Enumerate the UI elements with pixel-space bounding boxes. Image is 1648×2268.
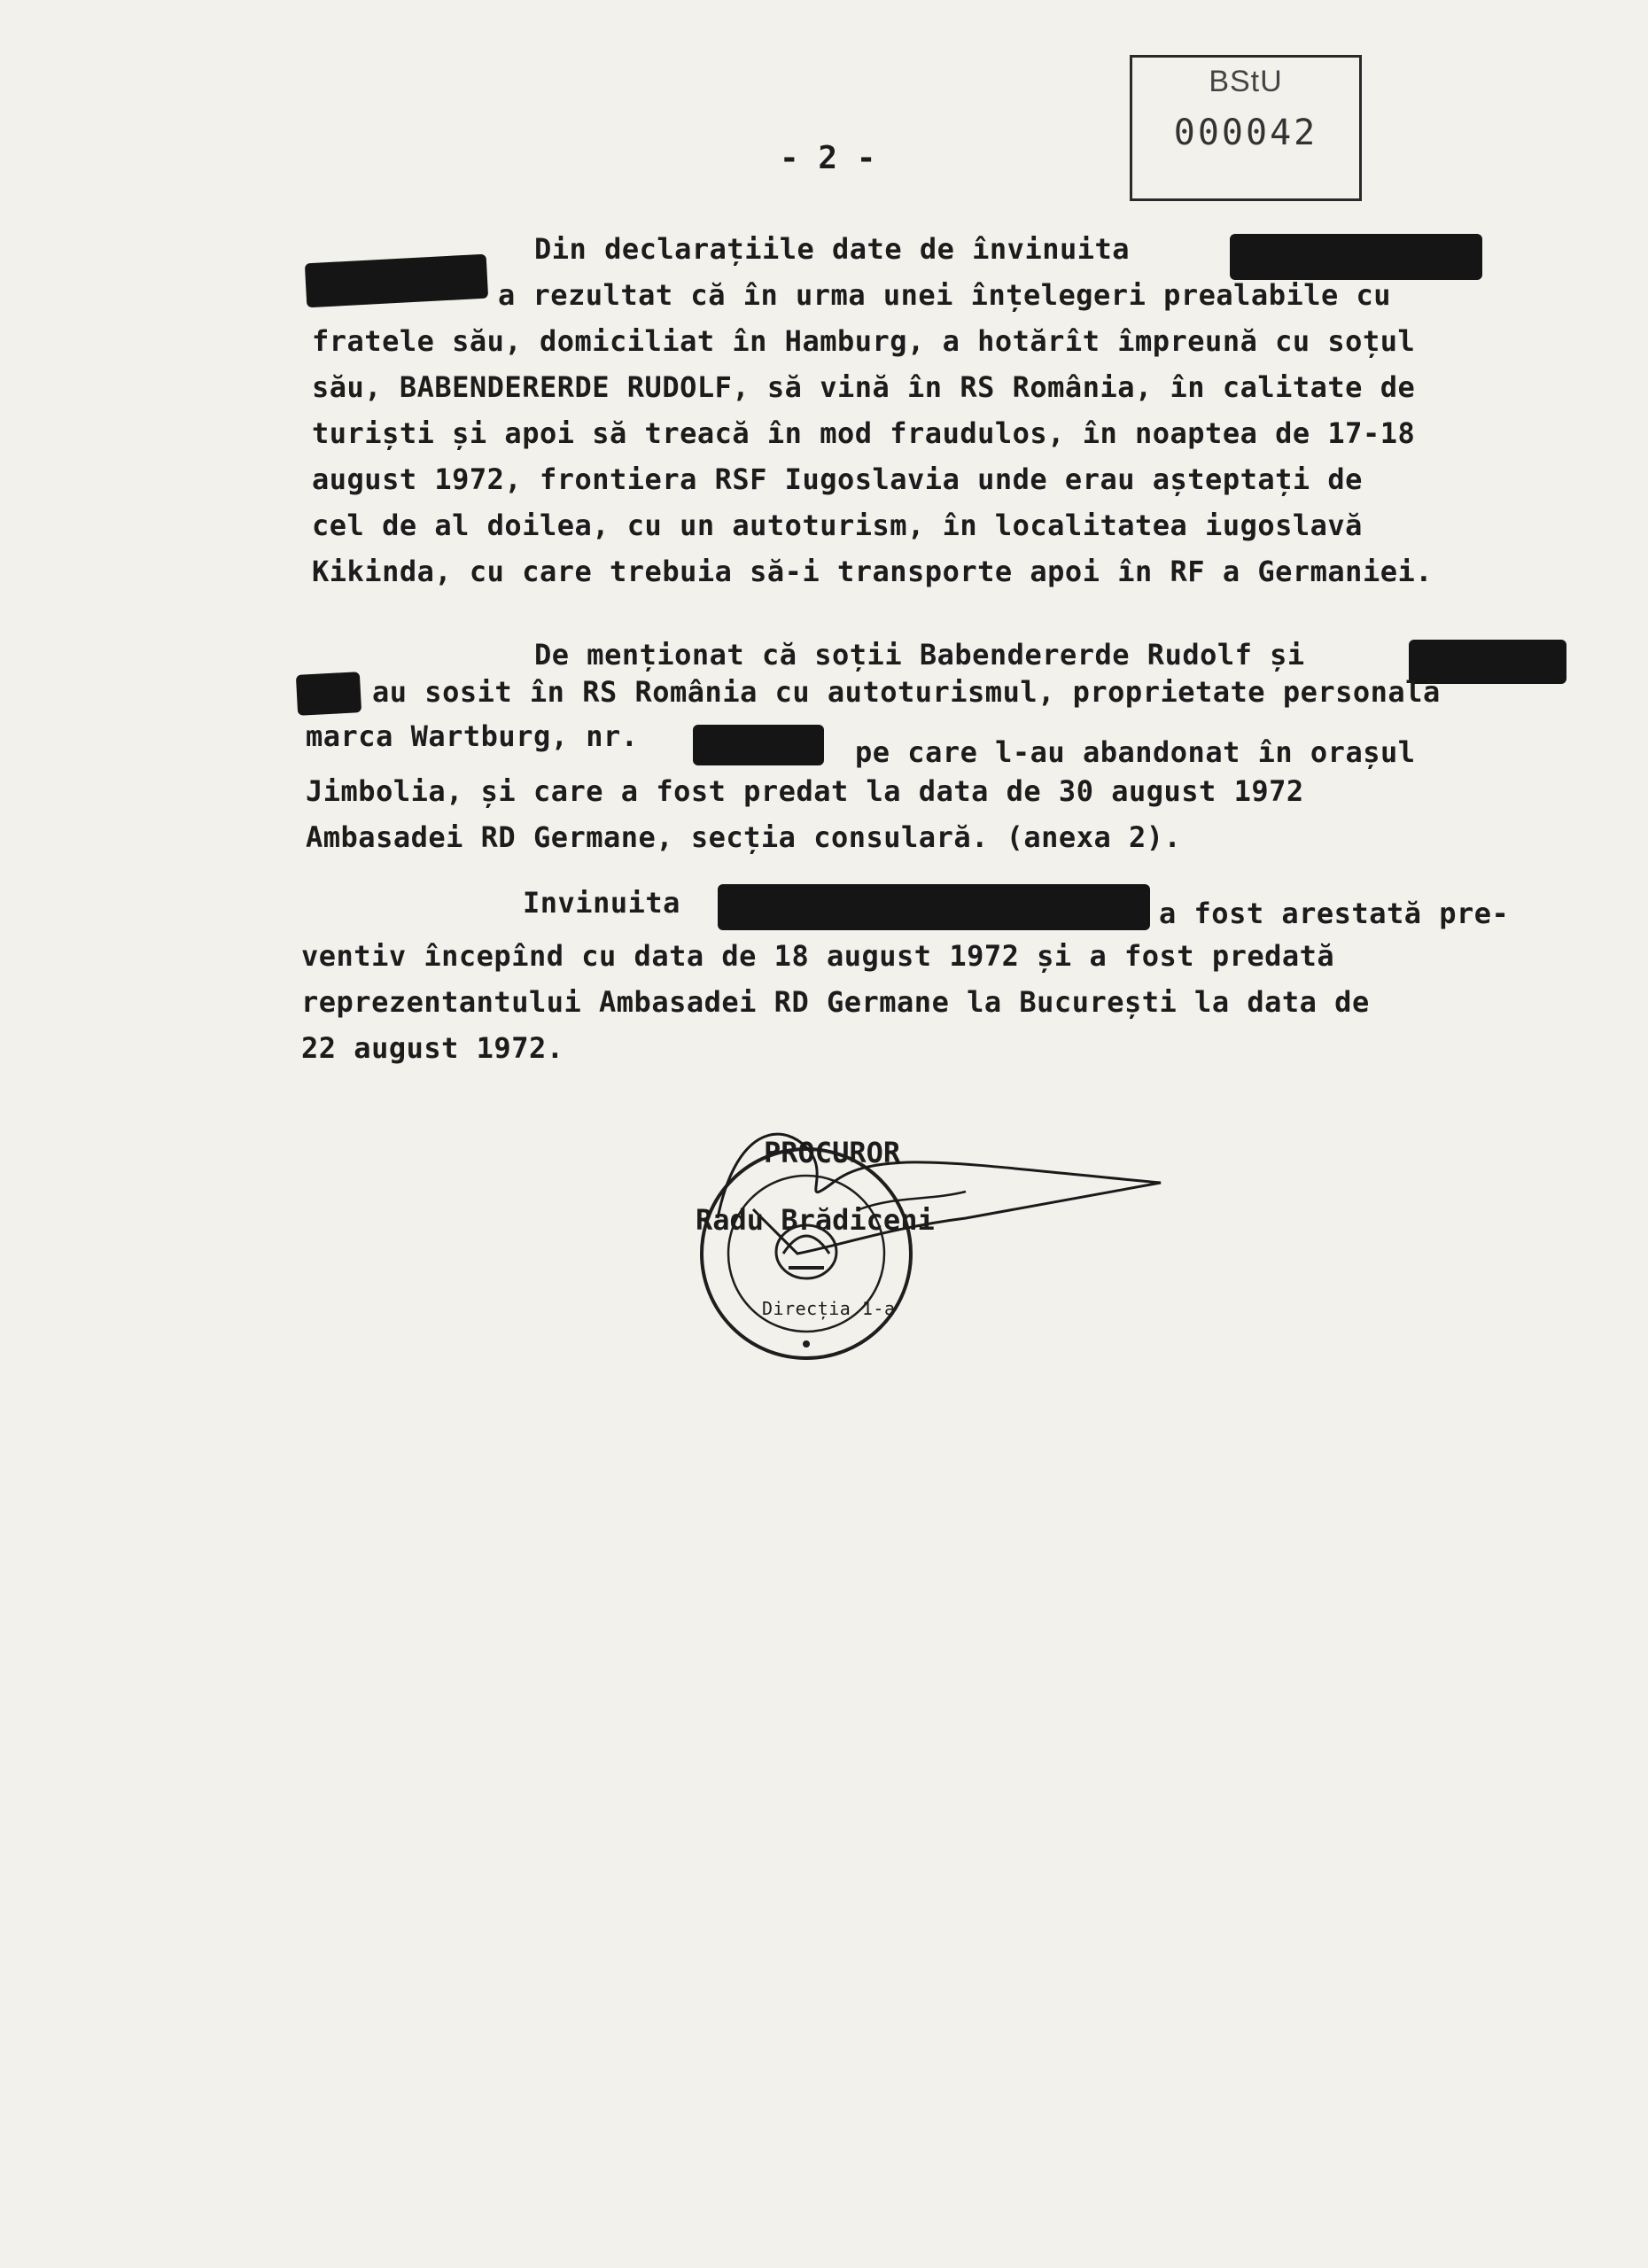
redaction-name-3 [718,884,1150,930]
seal-dept: Direcția 1-a [762,1298,896,1319]
p2-line-1: De menționat că soții Babendererde Rudolf și [534,638,1305,672]
p1-line-1: Din declarațiile date de învinuita [534,232,1131,266]
redaction-name-1 [1230,234,1482,280]
signature-name: Radu Brădiceni [696,1203,935,1237]
p2-line-3b: pe care l-au abandonat în orașul [855,735,1416,769]
p3-line-3: reprezentantului Ambasadei RD Germane la București la data de [301,985,1370,1019]
p1-line-8: Kikinda, cu care trebuia să-i transporte apoi în RF a Germaniei. [312,555,1433,588]
p1-line-6: august 1972, frontiera RSF Iugoslavia unde erau așteptați de [312,462,1363,496]
p2-line-4: Jimbolia, și care a fost predat la data de 30 august 1972 [306,774,1304,808]
p1-line-4: său, BABENDERERDE RUDOLF, să vină în RS România, în calitate de [312,370,1416,404]
page-number: - 2 - [780,140,876,176]
signature-title: PROCUROR [764,1136,901,1169]
handwritten-signature [700,1112,1178,1262]
archive-stamp [1130,55,1362,201]
archive-stamp-number: 000042 [1173,113,1318,153]
archive-stamp-org: BStU [1209,65,1283,98]
redaction-name-2b [296,672,361,716]
p3-line-1: Invinuita [523,886,680,920]
redaction-plate-number [693,725,824,765]
p1-line-3: fratele său, domiciliat în Hamburg, a hotărît împreună cu soțul [312,324,1416,358]
p2-line-2: au sosit în RS România cu autoturismul, proprietate personală [372,675,1441,709]
p2-line-3: marca Wartburg, nr. [306,719,639,753]
p1-line-7: cel de al doilea, cu un autoturism, în localitatea iugoslavă [312,509,1363,542]
p3-line-2: ventiv începînd cu data de 18 august 1972 și a fost predată [301,939,1335,973]
p1-line-2: a rezultat că în urma unei înțelegeri prealabile cu [498,278,1392,312]
p1-line-5: turiști și apoi să treacă în mod fraudulos, în noaptea de 17-18 [312,416,1416,450]
p3-line-1b: a fost arestată pre- [1159,897,1510,930]
p3-line-4: 22 august 1972. [301,1031,564,1065]
p2-line-5: Ambasadei RD Germane, secția consulară. (anexa 2). [306,820,1182,854]
redaction-name-1b [305,254,488,308]
